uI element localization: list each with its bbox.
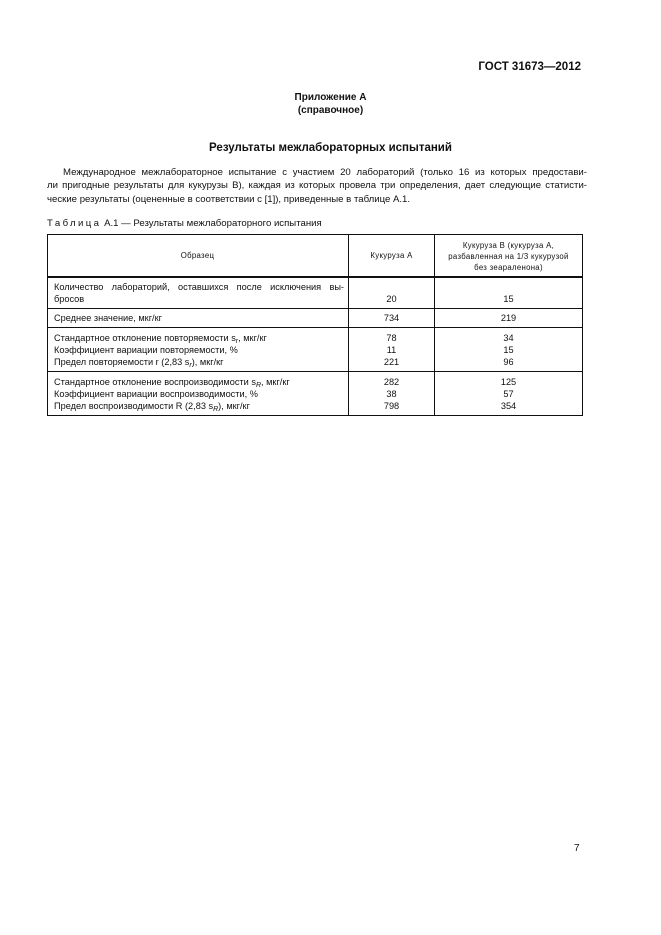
results-table [47, 234, 583, 416]
row-cvR-label: Коэффициент вариации воспроизводимости, % [54, 389, 258, 399]
paragraph-line: ческие результаты (оцененные в соответствии с [1]), приведенные в таблице А.1. [47, 193, 411, 205]
sr-subscript: r [235, 338, 239, 345]
r-text: Предел повторяемости r (2,83 s [54, 357, 190, 367]
header-corn-a: Кукуруза А [370, 251, 413, 260]
row-labs-corn-a: 20 [386, 294, 397, 304]
row-sr-corn-a: 78 [386, 333, 397, 343]
row-mean-label: Среднее значение, мкг/кг [54, 313, 162, 323]
paragraph-line: Международное межлабораторное испытание с участием 20 лабораторий (только 16 из которых предостави- [63, 167, 587, 178]
sr-text: Стандартное отклонение повторяемости s [54, 333, 236, 343]
annex-status: (справочное) [297, 105, 364, 116]
r-unit: ), мкг/кг [191, 357, 224, 367]
annex-title: Приложение А [294, 92, 367, 103]
row-R-label [54, 400, 250, 416]
row-sR-corn-b: 125 [500, 377, 517, 387]
row-r-label [54, 356, 224, 372]
intro-paragraph [47, 166, 587, 206]
header-sample: Образец [180, 251, 215, 260]
paragraph-line: ли пригодные результаты для кукурузы B), каждая из которых провела три определения, дает следующие статисти- [47, 180, 587, 192]
row-cvR-corn-b: 57 [503, 389, 514, 399]
row-cvr-label: Коэффициент вариации повторяемости, % [54, 345, 238, 355]
caption-word: Таблица [47, 218, 102, 229]
R-text: Предел воспроизводимости R (2,83 s [54, 401, 214, 411]
row-sR-corn-a: 282 [383, 377, 400, 387]
row-labs-label-line2: бросов [54, 294, 85, 304]
sr-unit: , мкг/кг [238, 333, 267, 343]
page-number: 7 [574, 843, 580, 854]
row-mean-corn-b: 219 [500, 313, 517, 323]
table-caption [47, 218, 322, 229]
r-subscript: r [189, 362, 192, 369]
sR-text: Стандартное отклонение воспроизводимости s [54, 377, 256, 387]
row-R-corn-a: 798 [383, 401, 400, 411]
sR-subscript: R [255, 382, 261, 389]
row-labs-label-line1: Количество лабораторий, оставшихся после исключения вы- [54, 282, 344, 292]
row-cvr-corn-a: 11 [386, 345, 397, 355]
standard-number: ГОСТ 31673—2012 [478, 61, 581, 73]
sR-unit: , мкг/кг [261, 377, 290, 387]
R-unit: ), мкг/кг [218, 401, 250, 411]
row-labs-corn-b: 15 [503, 294, 514, 304]
header-corn-b-line: разбавленная на 1/3 кукурузой [448, 252, 569, 261]
row-r-corn-a: 221 [383, 357, 400, 367]
row-mean-corn-a: 734 [383, 313, 400, 323]
row-sr-corn-b: 34 [503, 333, 514, 343]
caption-text: А.1 — Результаты межлабораторного испытания [101, 218, 322, 229]
section-title: Результаты межлабораторных испытаний [209, 142, 452, 154]
header-corn-b-line: Кукуруза B (кукуруза А, [462, 241, 555, 250]
row-r-corn-b: 96 [503, 357, 514, 367]
R-subscript: R [213, 406, 219, 413]
row-cvR-corn-a: 38 [386, 389, 397, 399]
row-cvr-corn-b: 15 [503, 345, 514, 355]
row-R-corn-b: 354 [500, 401, 517, 411]
header-corn-b-line: без зеараленона) [474, 263, 543, 272]
header-corn-b [435, 240, 582, 273]
